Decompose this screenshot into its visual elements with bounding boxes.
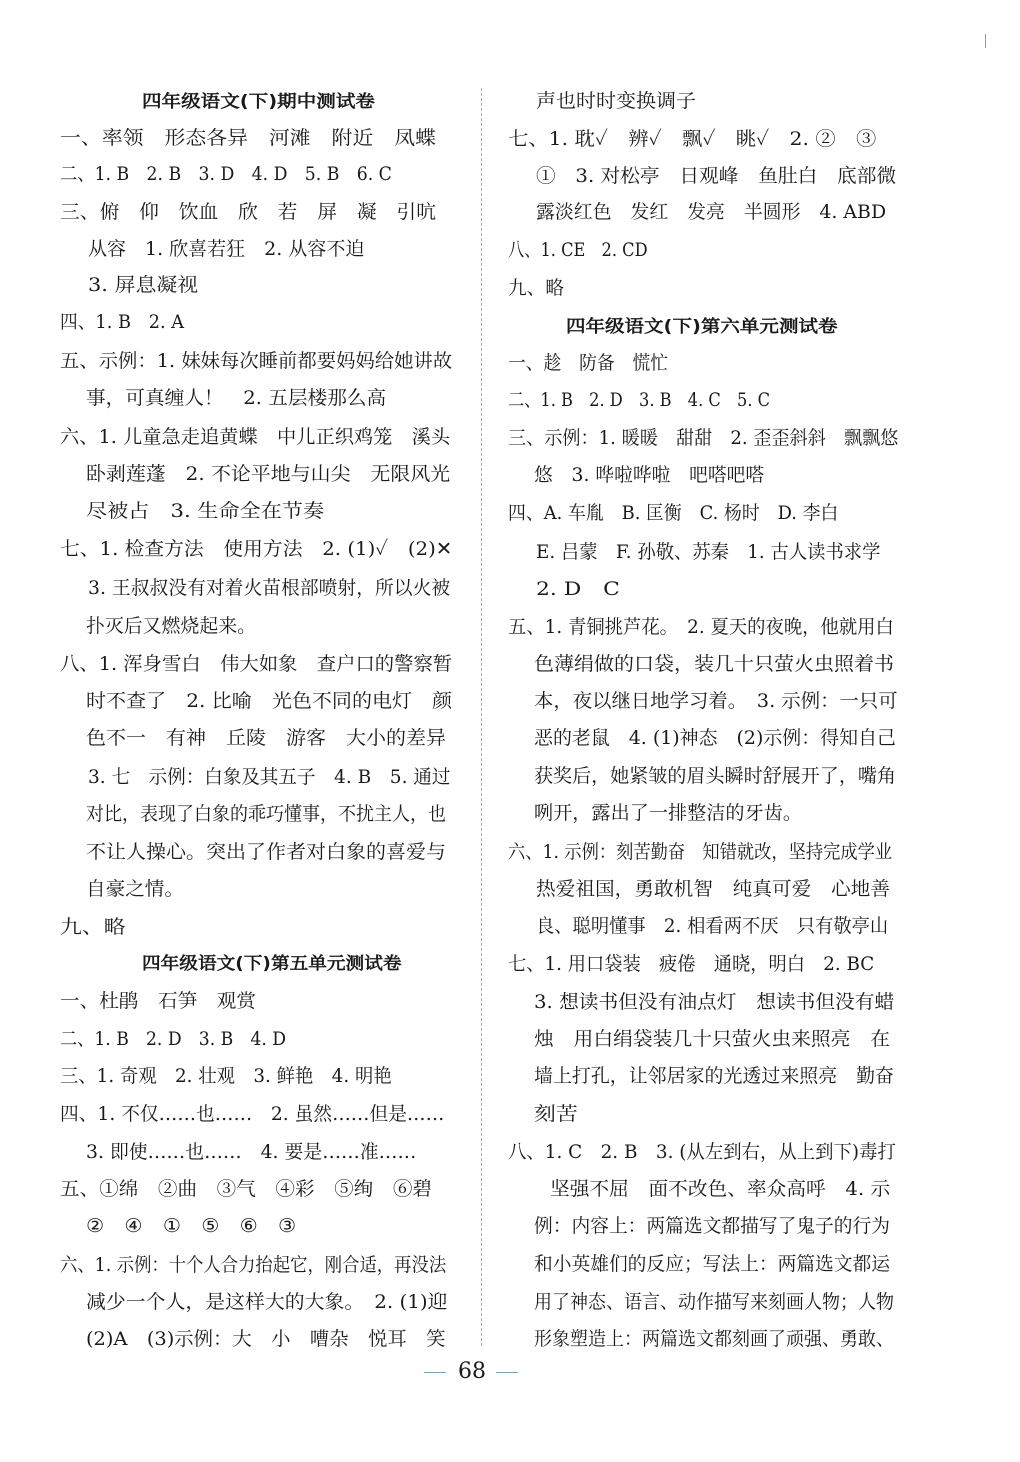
answer-line: (2)A (3)示例：大 小 嘈杂 悦耳 笑	[86, 1328, 446, 1350]
answer-line: 二、1. B 2. B 3. D 4. D 5. B 6. C	[60, 163, 392, 185]
answer-line: 形象塑造上：两篇选文都刻画了顽强、勇敢、	[534, 1328, 895, 1350]
answer-line: 一、率领 形态各异 河滩 附近 凤蝶	[60, 127, 437, 149]
answer-line: 对比，表现了白象的乖巧懂事，不扰主人，也	[86, 803, 447, 825]
page-number: 68	[458, 1359, 486, 1384]
answer-line: 恶的老鼠 4. (1)神态 (2)示例：得知自己	[534, 727, 896, 749]
answer-line: 3. 屏息凝视	[88, 274, 199, 296]
answer-line: ② ④ ① ⑤ ⑥ ③	[86, 1215, 297, 1237]
answer-line: 二、1. B 2. D 3. B 4. D	[60, 1028, 287, 1050]
answer-line: 八、1. 浑身雪白 伟大如象 查户口的警察暂	[60, 653, 453, 675]
answer-line: 声也时时变换调子	[536, 90, 697, 112]
answer-line: 四、A. 车胤 B. 匡衡 C. 杨时 D. 李白	[508, 502, 839, 524]
answer-line: E. 吕蒙 F. 孙敬、苏秦 1. 古人读书求学	[536, 541, 881, 563]
answer-line: 不让人操心。突出了作者对白象的喜爱与	[86, 841, 447, 863]
answer-line: 从容 1. 欣喜若狂 2. 从容不迫	[88, 238, 365, 260]
footer-rule-left	[424, 1372, 446, 1373]
answer-line: 3. 想读书但没有油点灯 想读书但没有蜡	[534, 991, 895, 1013]
answer-line: 刻苦	[534, 1103, 578, 1125]
answer-line: 3. 王叔叔没有对着火苗根部喷射，所以火被	[88, 577, 451, 599]
answer-line: 2. D C	[536, 578, 620, 600]
answer-line: 露淡红色 发红 发亮 半圆形 4. ABD	[536, 201, 887, 223]
answer-line: 四、1. B 2. A	[60, 311, 185, 333]
answer-line: 卧剥莲蓬 2. 不论平地与山尖 无限风光	[86, 463, 451, 485]
answer-line: 色不一 有神 丘陵 游客 大小的差异	[86, 727, 447, 749]
answer-line: 三、示例：1. 暖暖 甜甜 2. 歪歪斜斜 飘飘悠	[508, 427, 899, 449]
answer-line: 3. 即使……也…… 4. 要是……准……	[86, 1141, 417, 1163]
answer-line: 八、1. CE 2. CD	[508, 239, 648, 261]
footer-rule-right	[496, 1372, 518, 1373]
answer-line: 时不查了 2. 比喻 光色不同的电灯 颜	[86, 690, 453, 712]
answer-line: 坚强不屈 面不改色、率众高呼 4. 示	[550, 1178, 891, 1200]
answer-line: 五、①绵 ②曲 ③气 ④彩 ⑤绚 ⑥碧	[60, 1178, 433, 1200]
answer-line: 一、杜鹃 石笋 观赏	[60, 990, 257, 1012]
corner-mark	[985, 34, 986, 48]
answer-line: 五、1. 青铜挑芦花。 2. 夏天的夜晚，他就用白	[508, 616, 894, 638]
answer-line: 减少一个人，是这样大的大象。 2. (1)迎	[86, 1291, 448, 1313]
answer-line: 良、聪明懂事 2. 相看两不厌 只有敬亭山	[536, 915, 889, 937]
answer-line: 二、1. B 2. D 3. B 4. C 5. C	[508, 389, 771, 411]
section-title: 四年级语文(下)第六单元测试卷	[566, 317, 838, 337]
answer-line: 3. 七 示例：白象及其五子 4. B 5. 通过	[88, 766, 451, 788]
answer-line: 八、1. C 2. B 3. (从左到右，从上到下)毒打	[508, 1141, 896, 1163]
answer-line: 三、俯 仰 饮血 欣 若 屏 凝 引吭	[60, 201, 437, 223]
answer-line: 悠 3. 哗啦哗啦 吧嗒吧嗒	[534, 464, 765, 486]
section-title: 四年级语文(下)第五单元测试卷	[142, 954, 402, 974]
answer-line: 六、1. 示例：刻苦勤奋 知错就改，坚持完成学业	[508, 841, 893, 863]
answer-line: 三、1. 奇观 2. 壮观 3. 鲜艳 4. 明艳	[60, 1065, 392, 1087]
answer-line: 一、趁 防备 慌忙	[508, 352, 669, 374]
section-title: 四年级语文(下)期中测试卷	[142, 92, 375, 112]
answer-line: 获奖后，她紧皱的眉头瞬时舒展开了，嘴角	[534, 765, 897, 787]
answer-line: 九、略	[60, 916, 126, 938]
answer-line: 九、略	[508, 277, 565, 299]
column-divider	[481, 88, 482, 1346]
answer-line: 七、1. 用口袋装 疲倦 通晓，明白 2. BC	[508, 953, 875, 975]
answer-line: 例：内容上：两篇选文都描写了鬼子的行为	[534, 1215, 891, 1237]
answer-line: 四、1. 不仅……也…… 2. 虽然……但是……	[60, 1103, 445, 1125]
answer-line: 七、1. 检查方法 使用方法 2. (1)✓ (2)✕	[60, 538, 453, 560]
answer-line: 用了神态、语言、动作描写来刻画人物；人物	[534, 1291, 895, 1313]
answer-line: 墙上打孔，让邻居家的光透过来照亮 勤奋	[534, 1065, 895, 1087]
page-footer	[0, 1358, 1020, 1386]
answer-line: 烛 用白绢袋装几十只萤火虫来照亮 在	[534, 1028, 891, 1050]
answer-line: 六、1. 示例：十个人合力抬起它，刚合适，再没法	[60, 1254, 447, 1276]
answer-line: 五、示例：1. 妹妹每次睡前都要妈妈给她讲故	[60, 350, 453, 372]
answer-line: 事，可真缠人！ 2. 五层楼那么高	[86, 387, 387, 409]
answer-line: 本，夜以继日地学习着。 3. 示例：一只可	[534, 690, 898, 712]
answer-line: 热爱祖国，勇敢机智 纯真可爱 心地善	[536, 878, 891, 900]
answer-line: 自豪之情。	[86, 878, 185, 900]
answer-line: 咧开，露出了一排整洁的牙齿。	[534, 802, 803, 824]
answer-line: 和小英雄们的反应；写法上：两篇选文都运	[534, 1253, 891, 1275]
answer-line: 尽被占 3. 生命全在节奏	[86, 500, 325, 522]
answer-line: 扑灭后又燃烧起来。	[86, 615, 257, 637]
answer-line: ① 3. 对松亭 日观峰 鱼肚白 底部微	[536, 165, 897, 187]
answer-line: 色薄绢做的口袋，装几十只萤火虫照着书	[534, 653, 895, 675]
answer-line: 六、1. 儿童急走追黄蝶 中儿正织鸡笼 溪头	[60, 426, 451, 448]
answer-line: 七、1. 耽✓ 辨✓ 飘✓ 眺✓ 2. ② ③	[508, 128, 877, 150]
